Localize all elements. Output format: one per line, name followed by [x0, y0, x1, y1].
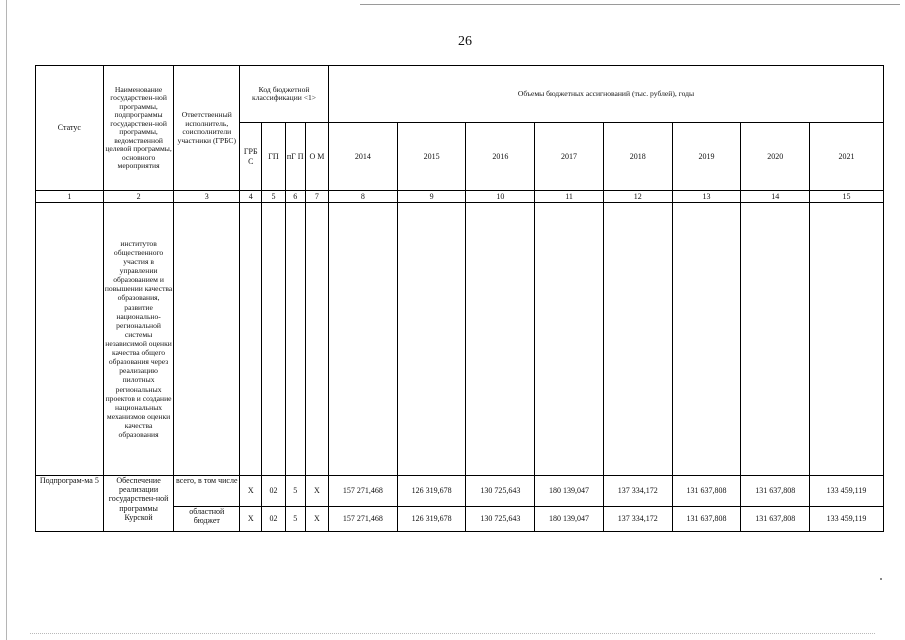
empty-cell — [535, 203, 604, 476]
value-cell: 130 725,643 — [466, 507, 535, 532]
column-number: 7 — [305, 191, 328, 203]
column-number-row — [36, 191, 884, 203]
scan-speck — [880, 578, 882, 580]
header-year: 2021 — [810, 123, 884, 191]
code-cell: X — [305, 476, 328, 507]
empty-cell — [240, 203, 262, 476]
header-volumes: Объемы бюджетных ассигнований (тыс. рублей), годы — [329, 66, 884, 123]
empty-cell — [741, 203, 810, 476]
value-cell: 137 334,172 — [603, 476, 672, 507]
column-number: 6 — [285, 191, 305, 203]
left-scan-line — [6, 0, 7, 640]
header-year: 2019 — [672, 123, 741, 191]
top-scan-line — [360, 4, 900, 5]
header-year: 2014 — [329, 123, 398, 191]
empty-cell — [397, 203, 466, 476]
column-number: 14 — [741, 191, 810, 203]
code-cell: X — [240, 476, 262, 507]
header-year: 2016 — [466, 123, 535, 191]
empty-cell — [672, 203, 741, 476]
column-number: 12 — [603, 191, 672, 203]
value-cell: 131 637,808 — [741, 507, 810, 532]
executor-cell: областной бюджет — [174, 507, 240, 532]
header-budget-code: Код бюджетной классификации <1> — [240, 66, 329, 123]
value-cell: 133 459,119 — [810, 507, 884, 532]
empty-cell — [466, 203, 535, 476]
column-number: 3 — [174, 191, 240, 203]
subprogram-status: Подпрограм-ма 5 — [36, 476, 104, 532]
value-cell: 126 319,678 — [397, 476, 466, 507]
empty-cell — [174, 203, 240, 476]
subprogram-row-total — [36, 476, 884, 507]
header-code-pgp: пГ П — [285, 123, 305, 191]
empty-cell — [262, 203, 285, 476]
column-number: 13 — [672, 191, 741, 203]
code-cell: 02 — [262, 476, 285, 507]
empty-cell — [810, 203, 884, 476]
empty-cell — [36, 203, 104, 476]
column-number: 9 — [397, 191, 466, 203]
code-cell: X — [305, 507, 328, 532]
value-cell: 131 637,808 — [672, 507, 741, 532]
value-cell: 157 271,468 — [329, 507, 398, 532]
empty-cell — [285, 203, 305, 476]
header-status: Статус — [36, 66, 104, 191]
header-code-gp: ГП — [262, 123, 285, 191]
value-cell: 180 139,047 — [535, 476, 604, 507]
budget-table — [35, 65, 884, 532]
code-cell: 02 — [262, 507, 285, 532]
header-year: 2015 — [397, 123, 466, 191]
column-number: 10 — [466, 191, 535, 203]
executor-cell: всего, в том числе — [174, 476, 240, 507]
empty-cell — [603, 203, 672, 476]
value-cell: 133 459,119 — [810, 476, 884, 507]
header-row-1 — [36, 66, 884, 123]
header-year: 2020 — [741, 123, 810, 191]
column-number: 5 — [262, 191, 285, 203]
continuation-row — [36, 203, 884, 476]
value-cell: 126 319,678 — [397, 507, 466, 532]
subprogram-name: Обеспечение реализации государствен-ной программы Курской — [103, 476, 174, 532]
code-cell: X — [240, 507, 262, 532]
column-number: 4 — [240, 191, 262, 203]
column-number: 15 — [810, 191, 884, 203]
bottom-scan-noise — [30, 633, 875, 634]
page-number: 26 — [458, 34, 472, 49]
value-cell: 137 334,172 — [603, 507, 672, 532]
header-executor: Ответственный исполнитель, соисполнители участники (ГРБС) — [174, 66, 240, 191]
code-cell: 5 — [285, 476, 305, 507]
continuation-text: институтов общественного участия в управлении образованием и повышении качества образования, развитие национально-региональной системы независимой оценки качества общего образования через реализацию пилотных региональных проектов и создание национальных механизмов оценки качества образования — [103, 203, 174, 476]
column-number: 11 — [535, 191, 604, 203]
value-cell: 130 725,643 — [466, 476, 535, 507]
header-code-grbs: ГРБ С — [240, 123, 262, 191]
header-year: 2018 — [603, 123, 672, 191]
header-code-om: О М — [305, 123, 328, 191]
column-number: 1 — [36, 191, 104, 203]
header-year: 2017 — [535, 123, 604, 191]
value-cell: 131 637,808 — [741, 476, 810, 507]
value-cell: 157 271,468 — [329, 476, 398, 507]
code-cell: 5 — [285, 507, 305, 532]
column-number: 8 — [329, 191, 398, 203]
value-cell: 180 139,047 — [535, 507, 604, 532]
empty-cell — [329, 203, 398, 476]
column-number: 2 — [103, 191, 174, 203]
empty-cell — [305, 203, 328, 476]
header-program-name: Наименование государствен-ной программы, подпрограммы государствен-ной программы, ведомственной целевой программы, основного мероприятия — [103, 66, 174, 191]
value-cell: 131 637,808 — [672, 476, 741, 507]
